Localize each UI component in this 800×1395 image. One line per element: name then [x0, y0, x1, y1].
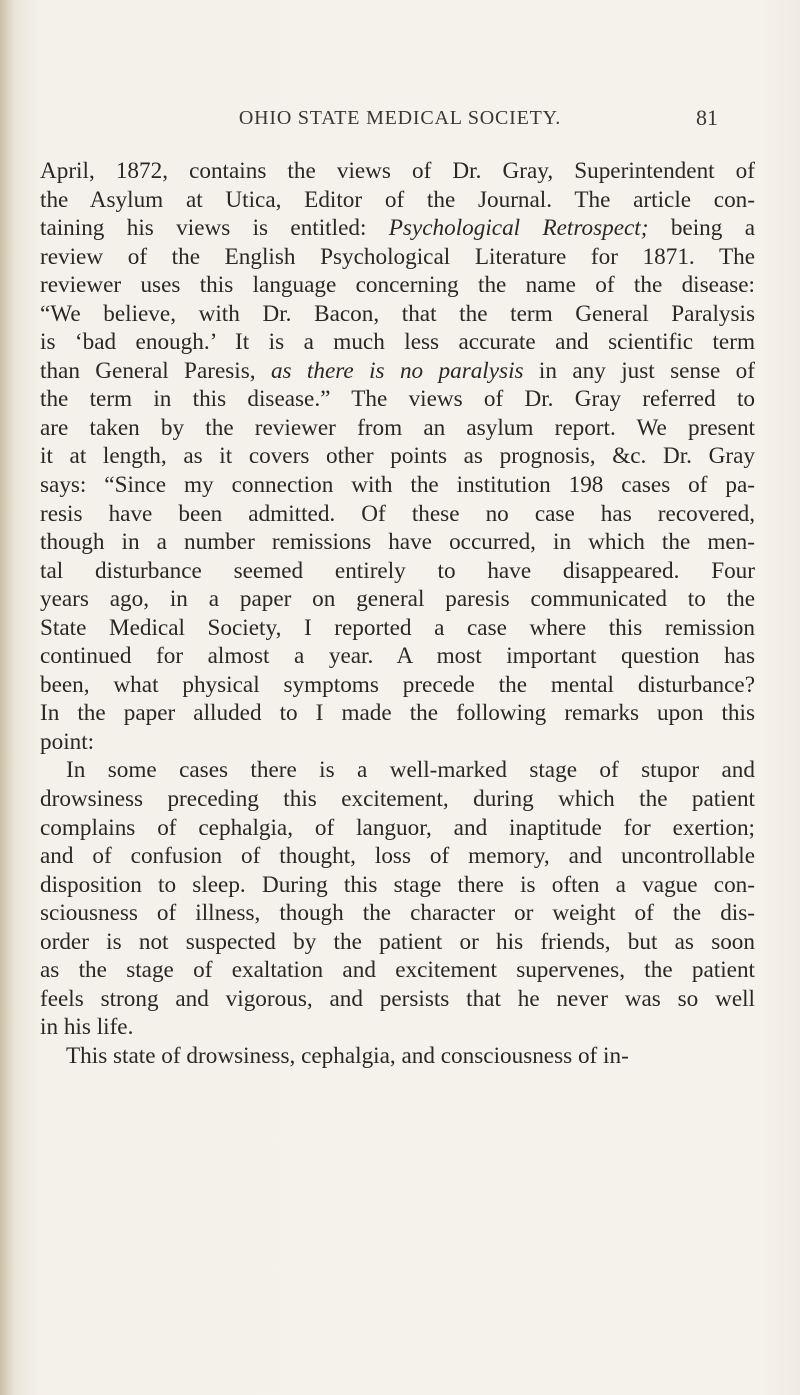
page-edge-shadow [0, 0, 14, 1395]
text-line: are taken by the reviewer from an asylum report. We present [40, 414, 755, 441]
text-line: order is not suspected by the patient or his friends, but as soon [40, 928, 755, 955]
text-line: been, what physical symptoms precede the mental disturbance? [40, 671, 755, 698]
text-line: and of confusion of thought, loss of memory, and uncontrollable [40, 843, 755, 870]
text-line: “We believe, with Dr. Bacon, that the term General Paralysis [40, 300, 755, 327]
text-line: drowsiness preceding this excitement, during which the patient [40, 786, 755, 813]
text-line: the Asylum at Utica, Editor of the Journal. The article con- [40, 186, 755, 213]
running-title: OHIO STATE MEDICAL SOCIETY. [238, 107, 562, 129]
italic-text: Psychological Retrospect; [388, 215, 649, 242]
page-number: 81 [696, 105, 718, 130]
text-line: is ‘bad enough.’ It is a much less accurate and scientific term [40, 329, 755, 356]
text-line: than General Paresis, as there is no paralysis in any just sense of [40, 357, 755, 384]
text-line: taining his views is entitled: Psychological Retrospect; being a [40, 215, 755, 242]
text-line: review of the English Psychological Literature for 1871. The [40, 243, 755, 270]
text-line: resis have been admitted. Of these no case has recovered, [40, 500, 755, 527]
text-line: feels strong and vigorous, and persists that he never was so well [40, 985, 755, 1012]
running-header [40, 107, 760, 137]
text-line: complains of cephalgia, of languor, and inaptitude for exertion; [40, 814, 755, 841]
body-text [40, 157, 755, 1071]
paragraph [40, 157, 755, 756]
italic-text: as there is no paralysis [270, 357, 524, 384]
text-line: as the stage of exaltation and excitement supervenes, the patient [40, 957, 755, 984]
text-line: in his life. [40, 1014, 134, 1041]
text-line: the term in this disease.” The views of Dr. Gray referred to [40, 386, 755, 413]
text-line: years ago, in a paper on general paresis communicated to the [40, 586, 755, 613]
text-line: April, 1872, contains the views of Dr. Gray, Superintendent of [40, 158, 755, 184]
text-line: This state of drowsiness, cephalgia, and consciousness of in- [66, 1042, 629, 1069]
text-line: says: “Since my connection with the institution 198 cases of pa- [40, 472, 755, 499]
text-line: State Medical Society, I reported a case where this remission [40, 614, 755, 641]
text-line: sciousness of illness, though the character or weight of the dis- [40, 900, 755, 927]
text-line: tal disturbance seemed entirely to have disappeared. Four [40, 557, 755, 584]
text-line: disposition to sleep. During this stage there is often a vague con- [40, 871, 755, 898]
text-line: In the paper alluded to I made the following remarks upon this [40, 700, 755, 727]
paragraph [40, 1042, 755, 1071]
text-line: point: [40, 728, 95, 755]
text-line: though in a number remissions have occurred, in which the men- [40, 529, 755, 556]
text-line: In some cases there is a well-marked stage of stupor and [66, 757, 755, 784]
text-line: it at length, as it covers other points as prognosis, &c. Dr. Gray [40, 443, 755, 470]
paragraph [40, 756, 755, 1041]
text-line: reviewer uses this language concerning the name of the disease: [40, 272, 755, 299]
text-line: continued for almost a year. A most important question has [40, 643, 755, 670]
